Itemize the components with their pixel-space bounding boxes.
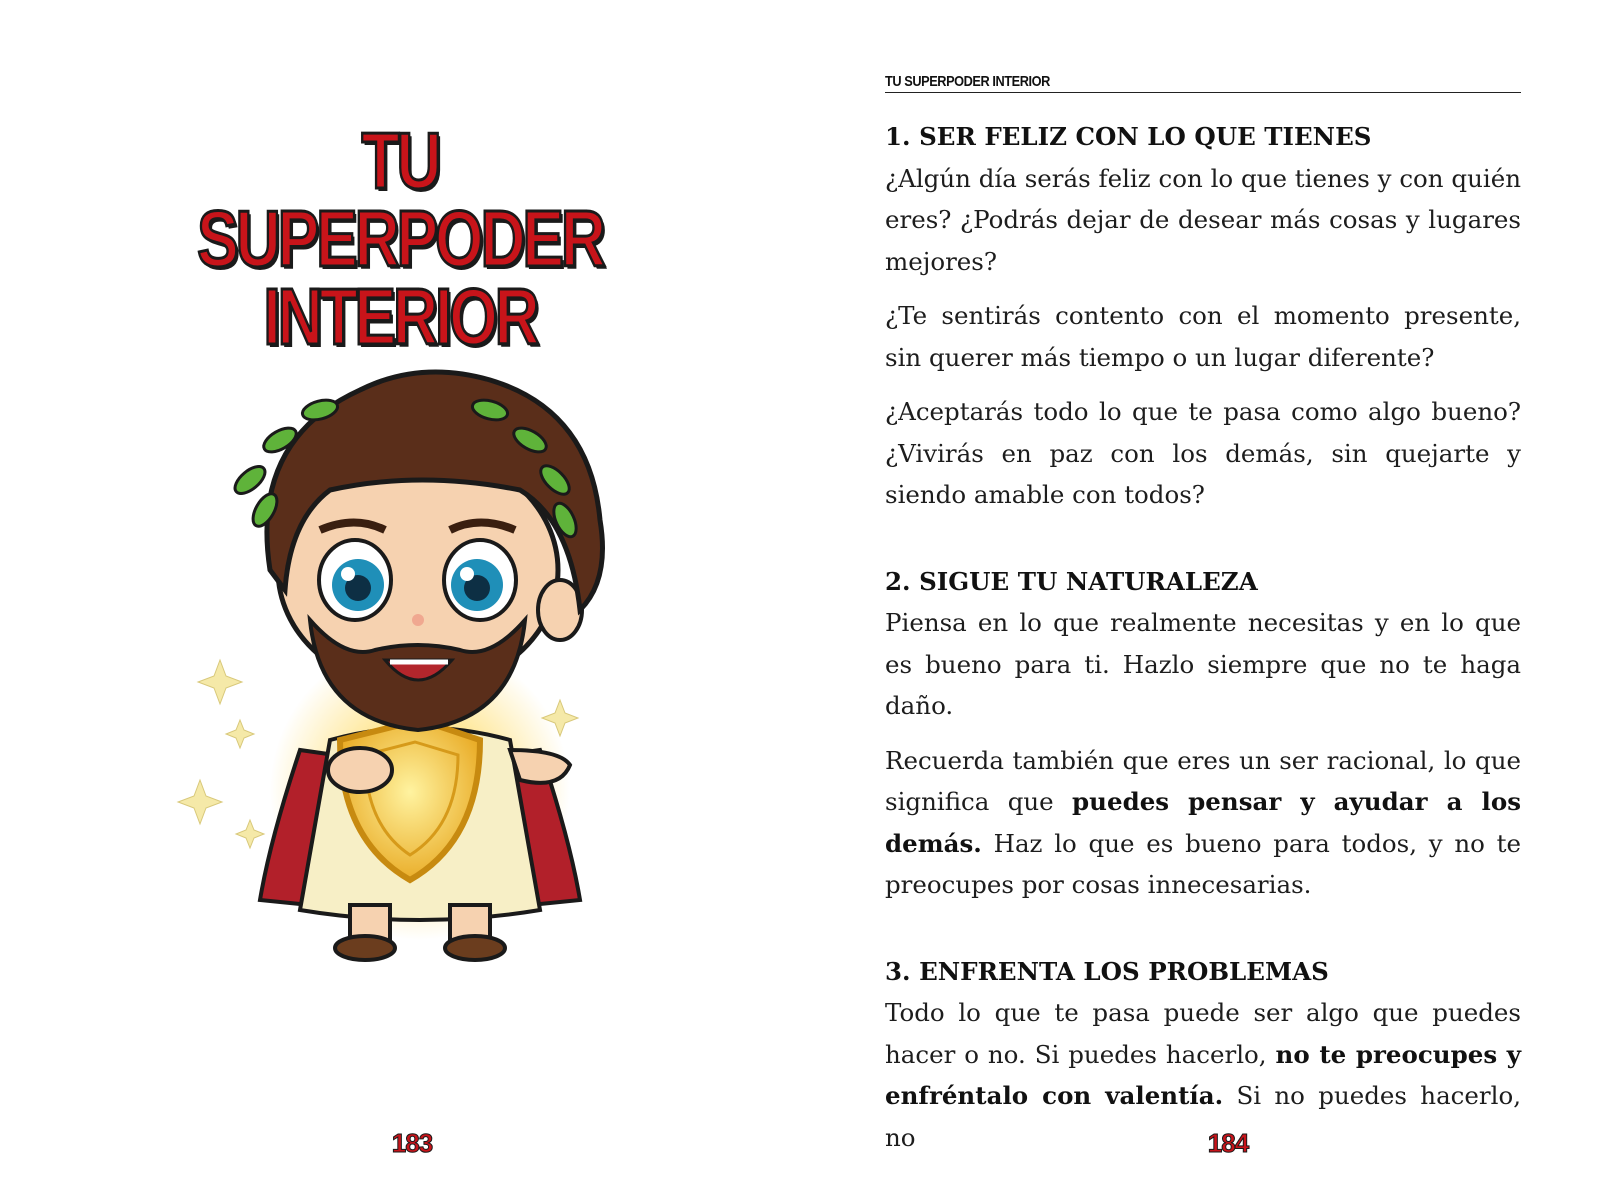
chapter-title-line-2: INTERIOR [263, 272, 537, 361]
paragraph: ¿Aceptarás todo lo que te pasa como algo bueno? ¿Vivirás en paz con los demás, sin quejarte y siendo amable con todos? [885, 397, 1521, 509]
paragraph [885, 740, 1521, 906]
section-heading: 3. ENFRENTA LOS PROBLEMAS [885, 956, 1329, 986]
page-number-left: 183 [391, 1128, 433, 1158]
page-number-right: 184 [1207, 1128, 1249, 1158]
philosopher-illustration [160, 320, 680, 1000]
chapter-title-line-1: TU SUPERPODER [197, 116, 603, 283]
running-header-text: TU SUPERPODER INTERIOR [885, 73, 1050, 90]
left-page [0, 0, 800, 1200]
page-content [885, 116, 1521, 1203]
section-3 [885, 951, 1521, 1159]
section-1 [885, 116, 1521, 516]
emphasis-text: no te preocupes y enfréntalo con valentía. [885, 1039, 1522, 1110]
paragraph-text: Todo lo que te pasa puede ser algo que puedes hacer o no. Si puedes hacerlo, [885, 998, 1521, 1069]
section-2 [885, 561, 1521, 906]
paragraph-text: Recuerda también que eres un ser racional, lo que significa que [885, 745, 1521, 816]
paragraph: ¿Te sentirás contento con el momento presente, sin querer más tiempo o un lugar diferente? [885, 301, 1521, 372]
running-header [885, 73, 1521, 93]
right-page [800, 0, 1600, 1200]
paragraph: ¿Algún día serás feliz con lo que tienes y con quién eres? ¿Podrás dejar de desear más cosas y lugares mejores? [885, 163, 1521, 276]
section-heading: 1. SER FELIZ CON LO QUE TIENES [885, 122, 1372, 151]
chibi-philosopher-icon [160, 320, 680, 1000]
paragraph-text: Haz lo que es bueno para todos, y no te preocupes por cosas innecesarias. [885, 828, 1521, 899]
paragraph-text: Si no puedes hacerlo, no [885, 1081, 1521, 1152]
paragraph: Piensa en lo que realmente necesitas y en lo que es bueno para ti. Hazlo siempre que no te haga daño. [885, 608, 1521, 720]
emphasis-text: puedes pensar y ayudar a los demás. [885, 787, 1521, 858]
section-heading: 2. SIGUE TU NATURALEZA [885, 566, 1258, 596]
